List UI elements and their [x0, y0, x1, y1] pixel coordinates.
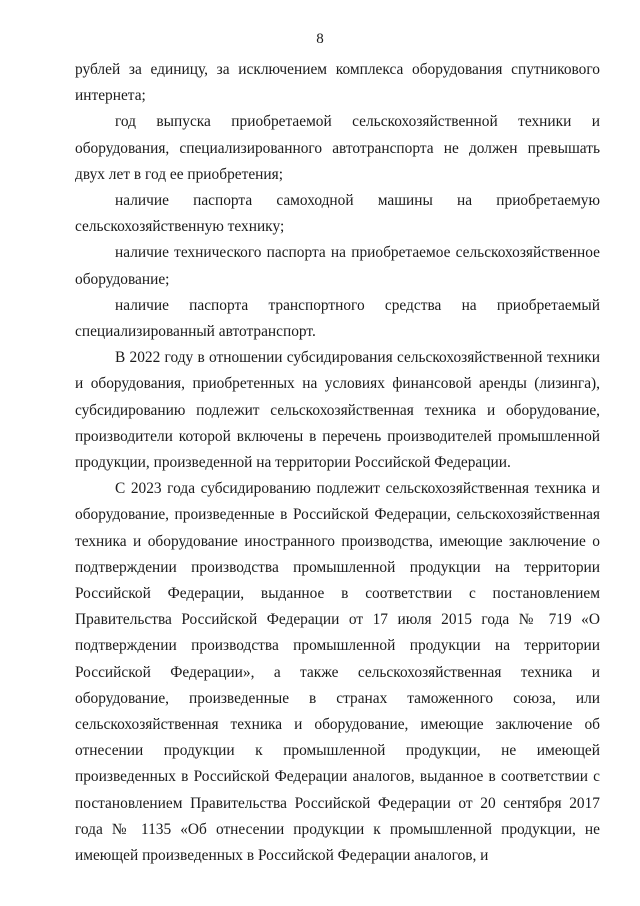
page-number: 8	[316, 31, 324, 47]
paragraph-continuation: рублей за единицу, за исключением комплекса оборудования спутникового интернета;	[75, 61, 600, 105]
paragraph-technical-passport: наличие технического паспорта на приобретаемое сельскохозяйственное оборудование;	[75, 244, 600, 288]
paragraph-self-propelled-passport: наличие паспорта самоходной машины на приобретаемую сельскохозяйственную технику;	[75, 192, 600, 236]
paragraph-vehicle-passport: наличие паспорта транспортного средства на приобретаемый специализированный автотранспорт.	[75, 296, 600, 341]
paragraph-2022-leasing: В 2022 году в отношении субсидирования сельскохозяйственной техники и оборудования, приобретенных на условиях финансовой аренды (лизинга), субсидированию подлежит сельскохозяйственная техника и оборудование, производители которой включены в перечень производителей промышленной продукции, произведенной на территории Российской Федерации.	[75, 349, 600, 472]
document-body	[75, 57, 600, 869]
paragraph-2023-subsidies: С 2023 года субсидированию подлежит сельскохозяйственная техника и оборудование, произведенные в Российской Федерации, сельскохозяйственная техника и оборудование иностранного производства, имеющие заключение о подтверждении производства промышленной продукции на территории Российской Федерации, выданное в соответствии с постановлением Правительства Российской Федерации от 17 июля 2015 года № 719 «О подтверждении производства промышленной продукции на территории Российской Федерации», а также сельскохозяйственная техника и оборудование, произведенные в странах таможенного союза, или сельскохозяйственная техника и оборудование, имеющие заключение об отнесении продукции к промышленной продукции, не имеющей произведенных в Российской Федерации аналогов, выданное в соответствии с постановлением Правительства Российской Федерации от 20 сентября 2017 года № 1135 «Об отнесении продукции к промышленной продукции, не имеющей произведенных в Российской Федерации аналогов, и	[75, 480, 600, 865]
paragraph-year-of-manufacture: год выпуска приобретаемой сельскохозяйственной техники и оборудования, специализированного автотранспорта не должен превышать двух лет в год ее приобретения;	[75, 113, 600, 183]
